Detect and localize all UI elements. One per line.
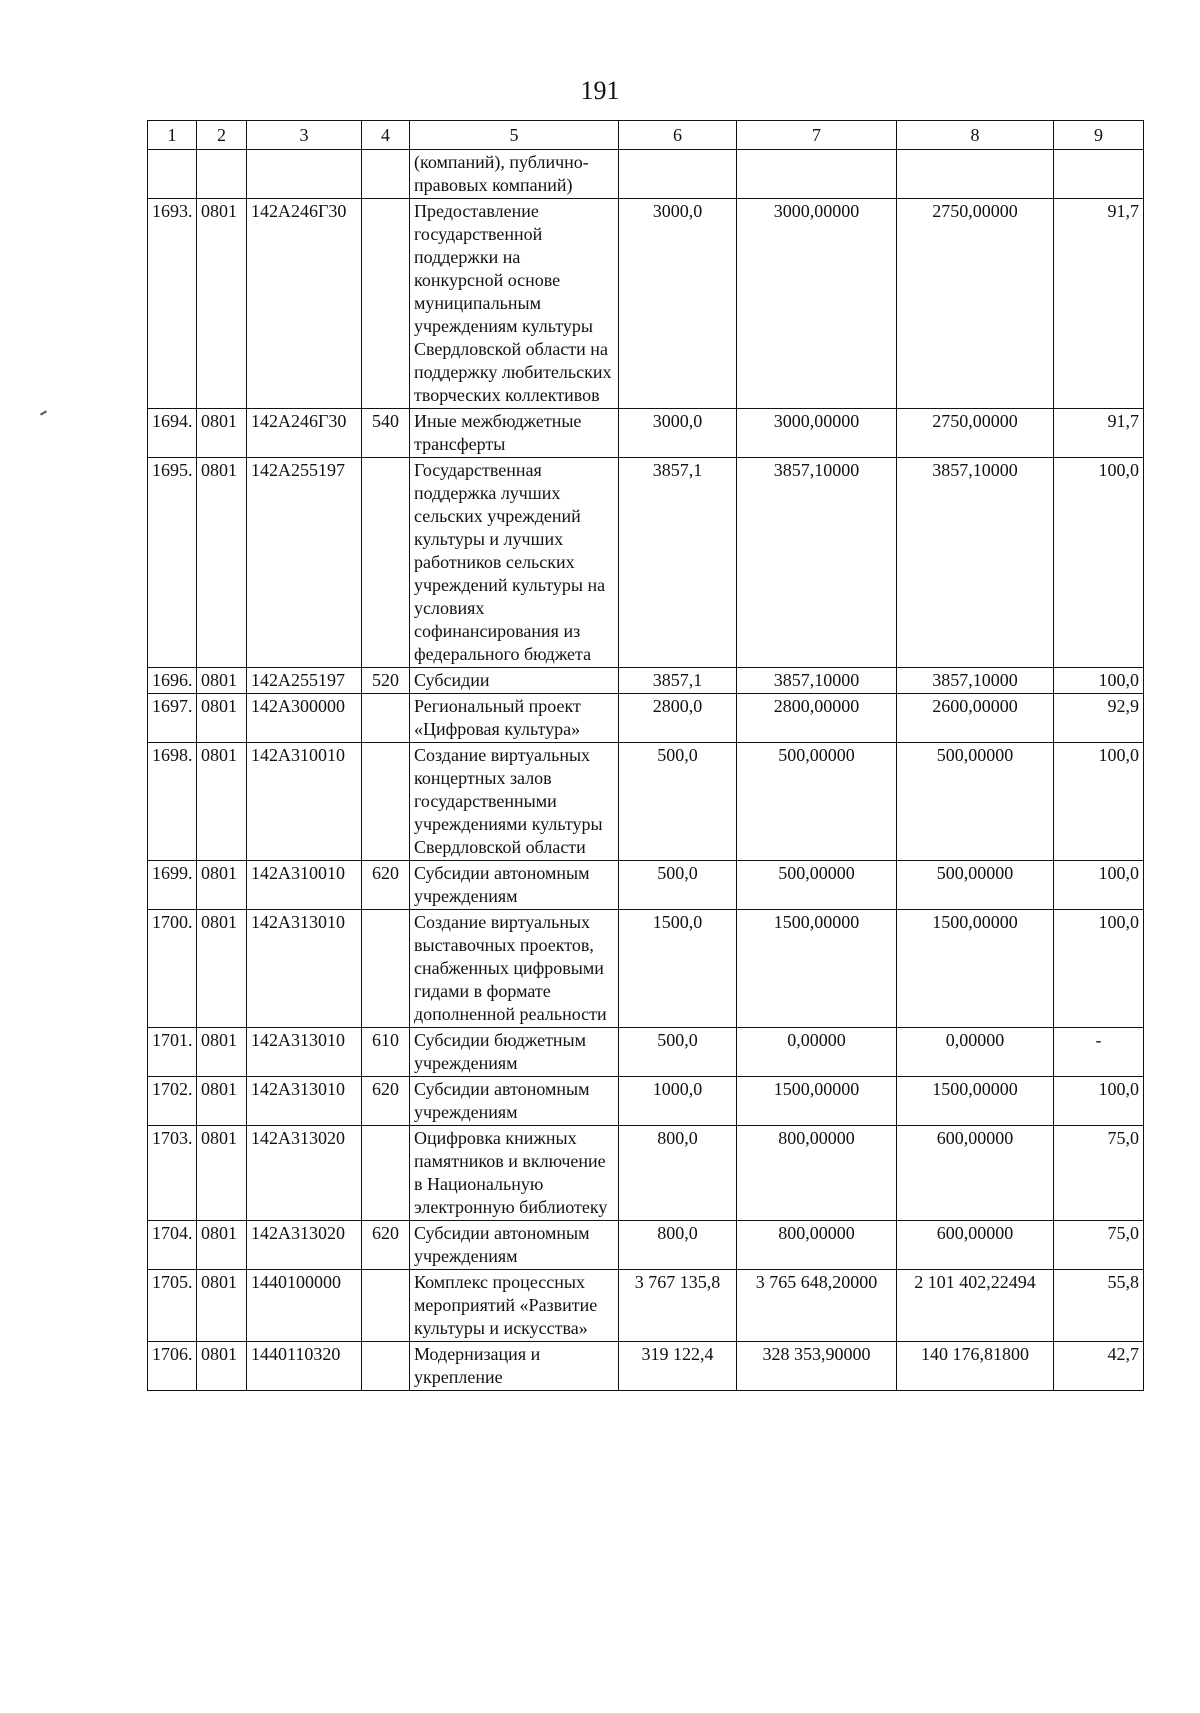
item-name: Субсидии <box>410 668 619 694</box>
value-col-6: 319 122,4 <box>619 1342 737 1391</box>
expense-type: 620 <box>362 1221 410 1270</box>
value-col-7: 500,00000 <box>737 743 897 861</box>
value-col-7: 3 765 648,20000 <box>737 1270 897 1342</box>
item-name: Создание виртуальных выставочных проектов, снабженных цифровыми гидами в формате дополненной реальности <box>410 910 619 1028</box>
item-name: Создание виртуальных концертных залов государственными учреждениями культуры Свердловской области <box>410 743 619 861</box>
section-code: 0801 <box>197 861 247 910</box>
percent-col-9: 91,7 <box>1054 409 1144 458</box>
percent-col-9: 75,0 <box>1054 1126 1144 1221</box>
section-code: 0801 <box>197 668 247 694</box>
value-col-8: 2750,00000 <box>897 409 1054 458</box>
header-col-3: 3 <box>247 121 362 150</box>
value-col-6: 3000,0 <box>619 199 737 409</box>
value-col-7: 800,00000 <box>737 1126 897 1221</box>
budget-table <box>147 120 1144 1391</box>
section-code: 0801 <box>197 1126 247 1221</box>
value-col-6: 500,0 <box>619 861 737 910</box>
row-number: 1700. <box>148 910 197 1028</box>
expense-type: 520 <box>362 668 410 694</box>
item-name: Субсидии автономным учреждениям <box>410 1221 619 1270</box>
item-name: Субсидии автономным учреждениям <box>410 1077 619 1126</box>
table-row <box>148 458 1144 668</box>
row-number: 1705. <box>148 1270 197 1342</box>
row-number: 1699. <box>148 861 197 910</box>
section-code: 0801 <box>197 1028 247 1077</box>
percent-col-9: 91,7 <box>1054 199 1144 409</box>
table-row <box>148 1342 1144 1391</box>
header-col-8: 8 <box>897 121 1054 150</box>
section-code: 0801 <box>197 409 247 458</box>
header-col-1: 1 <box>148 121 197 150</box>
value-col-8 <box>897 150 1054 199</box>
table-row <box>148 668 1144 694</box>
value-col-6: 3 767 135,8 <box>619 1270 737 1342</box>
section-code: 0801 <box>197 458 247 668</box>
value-col-8: 3857,10000 <box>897 668 1054 694</box>
expense-type: 610 <box>362 1028 410 1077</box>
target-code: 142A246Г30 <box>247 409 362 458</box>
value-col-6: 500,0 <box>619 743 737 861</box>
expense-type: 620 <box>362 1077 410 1126</box>
row-number: 1706. <box>148 1342 197 1391</box>
target-code: 142A313010 <box>247 1028 362 1077</box>
section-code: 0801 <box>197 1270 247 1342</box>
item-name: Оцифровка книжных памятников и включение в Национальную электронную библиотеку <box>410 1126 619 1221</box>
section-code: 0801 <box>197 743 247 861</box>
row-number: 1697. <box>148 694 197 743</box>
percent-col-9: 92,9 <box>1054 694 1144 743</box>
target-code: 142A300000 <box>247 694 362 743</box>
target-code: 142A313020 <box>247 1221 362 1270</box>
table-row <box>148 694 1144 743</box>
target-code: 1440110320 <box>247 1342 362 1391</box>
header-row <box>148 121 1144 150</box>
row-number <box>148 150 197 199</box>
item-name: Государственная поддержка лучших сельских учреждений культуры и лучших работников сельских учреждений культуры на условиях софинансирования из федерального бюджета <box>410 458 619 668</box>
value-col-6: 3000,0 <box>619 409 737 458</box>
value-col-6: 500,0 <box>619 1028 737 1077</box>
header-col-6: 6 <box>619 121 737 150</box>
value-col-7: 3857,10000 <box>737 668 897 694</box>
header-col-4: 4 <box>362 121 410 150</box>
percent-col-9: 55,8 <box>1054 1270 1144 1342</box>
value-col-8: 0,00000 <box>897 1028 1054 1077</box>
section-code: 0801 <box>197 1077 247 1126</box>
target-code: 1440100000 <box>247 1270 362 1342</box>
percent-col-9: 100,0 <box>1054 861 1144 910</box>
value-col-6: 2800,0 <box>619 694 737 743</box>
value-col-6: 1000,0 <box>619 1077 737 1126</box>
table-row <box>148 743 1144 861</box>
header-col-2: 2 <box>197 121 247 150</box>
value-col-6: 1500,0 <box>619 910 737 1028</box>
percent-col-9: 100,0 <box>1054 458 1144 668</box>
value-col-7: 3857,10000 <box>737 458 897 668</box>
table-body <box>148 150 1144 1391</box>
table-row <box>148 1077 1144 1126</box>
target-code: 142A246Г30 <box>247 199 362 409</box>
value-col-7: 3000,00000 <box>737 199 897 409</box>
target-code: 142A313010 <box>247 1077 362 1126</box>
target-code <box>247 150 362 199</box>
item-name: Иные межбюджетные трансферты <box>410 409 619 458</box>
expense-type <box>362 910 410 1028</box>
percent-col-9: 100,0 <box>1054 1077 1144 1126</box>
value-col-8: 500,00000 <box>897 861 1054 910</box>
page-number: 191 <box>580 76 620 105</box>
expense-type <box>362 199 410 409</box>
value-col-8: 2750,00000 <box>897 199 1054 409</box>
header-col-9: 9 <box>1054 121 1144 150</box>
target-code: 142A255197 <box>247 668 362 694</box>
expense-type <box>362 1270 410 1342</box>
percent-col-9: 100,0 <box>1054 910 1144 1028</box>
value-col-8: 2600,00000 <box>897 694 1054 743</box>
percent-col-9: 100,0 <box>1054 668 1144 694</box>
item-name: Модернизация и укрепление <box>410 1342 619 1391</box>
item-name: Комплекс процессных мероприятий «Развитие культуры и искусства» <box>410 1270 619 1342</box>
expense-type <box>362 1342 410 1391</box>
item-name: Субсидии бюджетным учреждениям <box>410 1028 619 1077</box>
row-number: 1693. <box>148 199 197 409</box>
value-col-6: 800,0 <box>619 1221 737 1270</box>
value-col-8: 600,00000 <box>897 1221 1054 1270</box>
value-col-6: 3857,1 <box>619 458 737 668</box>
value-col-7: 500,00000 <box>737 861 897 910</box>
table-row <box>148 910 1144 1028</box>
header-col-5: 5 <box>410 121 619 150</box>
percent-col-9: 100,0 <box>1054 743 1144 861</box>
value-col-7: 2800,00000 <box>737 694 897 743</box>
section-code: 0801 <box>197 199 247 409</box>
expense-type <box>362 150 410 199</box>
row-number: 1702. <box>148 1077 197 1126</box>
value-col-8: 600,00000 <box>897 1126 1054 1221</box>
value-col-6 <box>619 150 737 199</box>
value-col-7: 1500,00000 <box>737 910 897 1028</box>
expense-type <box>362 743 410 861</box>
header-col-7: 7 <box>737 121 897 150</box>
expense-type: 620 <box>362 861 410 910</box>
section-code: 0801 <box>197 910 247 1028</box>
expense-type <box>362 694 410 743</box>
section-code: 0801 <box>197 694 247 743</box>
target-code: 142A313010 <box>247 910 362 1028</box>
row-number: 1701. <box>148 1028 197 1077</box>
target-code: 142A255197 <box>247 458 362 668</box>
percent-col-9: - <box>1054 1028 1144 1077</box>
table-row <box>148 150 1144 199</box>
section-code: 0801 <box>197 1342 247 1391</box>
value-col-7: 3000,00000 <box>737 409 897 458</box>
table-row <box>148 861 1144 910</box>
target-code: 142A310010 <box>247 743 362 861</box>
percent-col-9 <box>1054 150 1144 199</box>
target-code: 142A313020 <box>247 1126 362 1221</box>
row-number: 1694. <box>148 409 197 458</box>
expense-type: 540 <box>362 409 410 458</box>
table-row <box>148 199 1144 409</box>
row-number: 1698. <box>148 743 197 861</box>
section-code: 0801 <box>197 1221 247 1270</box>
value-col-7: 1500,00000 <box>737 1077 897 1126</box>
scan-mark <box>40 410 47 415</box>
value-col-8: 2 101 402,22494 <box>897 1270 1054 1342</box>
value-col-7: 800,00000 <box>737 1221 897 1270</box>
value-col-8: 1500,00000 <box>897 910 1054 1028</box>
row-number: 1703. <box>148 1126 197 1221</box>
table-row <box>148 409 1144 458</box>
row-number: 1695. <box>148 458 197 668</box>
value-col-6: 3857,1 <box>619 668 737 694</box>
expense-type <box>362 1126 410 1221</box>
value-col-8: 500,00000 <box>897 743 1054 861</box>
value-col-8: 1500,00000 <box>897 1077 1054 1126</box>
item-name: (компаний), публично-правовых компаний) <box>410 150 619 199</box>
value-col-7 <box>737 150 897 199</box>
table-row <box>148 1126 1144 1221</box>
item-name: Субсидии автономным учреждениям <box>410 861 619 910</box>
item-name: Предоставление государственной поддержки на конкурсной основе муниципальным учреждениям культуры Свердловской области на поддержку любительских творческих коллективов <box>410 199 619 409</box>
value-col-8: 140 176,81800 <box>897 1342 1054 1391</box>
row-number: 1704. <box>148 1221 197 1270</box>
item-name: Региональный проект «Цифровая культура» <box>410 694 619 743</box>
table-row <box>148 1028 1144 1077</box>
row-number: 1696. <box>148 668 197 694</box>
table-row <box>148 1221 1144 1270</box>
value-col-6: 800,0 <box>619 1126 737 1221</box>
percent-col-9: 42,7 <box>1054 1342 1144 1391</box>
value-col-7: 328 353,90000 <box>737 1342 897 1391</box>
table-row <box>148 1270 1144 1342</box>
value-col-8: 3857,10000 <box>897 458 1054 668</box>
target-code: 142A310010 <box>247 861 362 910</box>
expense-type <box>362 458 410 668</box>
section-code <box>197 150 247 199</box>
percent-col-9: 75,0 <box>1054 1221 1144 1270</box>
value-col-7: 0,00000 <box>737 1028 897 1077</box>
